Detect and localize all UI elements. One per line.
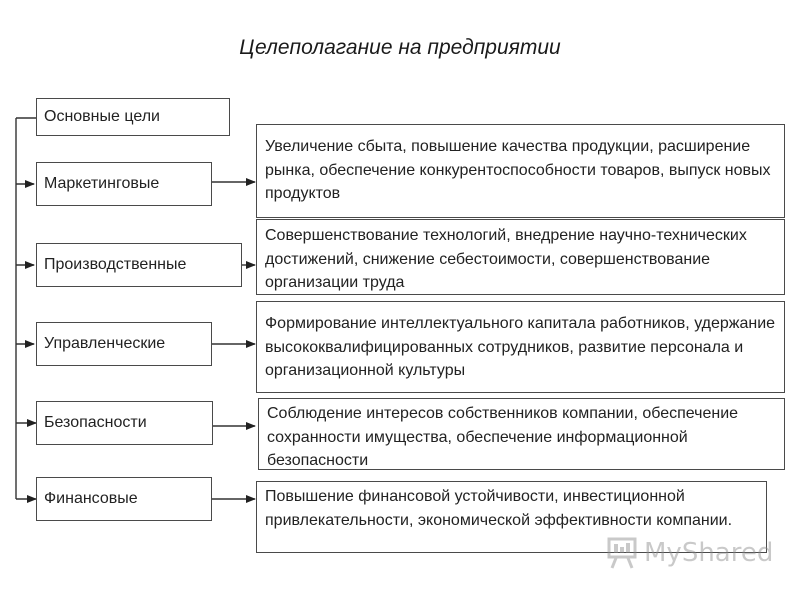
presentation-board-icon bbox=[606, 536, 640, 570]
main-goals-label: Основные цели bbox=[44, 108, 160, 125]
category-label-security: Безопасности bbox=[44, 414, 147, 431]
description-text-marketing: Увеличение сбыта, повышение качества продукции, расширение рынка, обеспечение конкурентоспособности товаров, выпуск новых продуктов bbox=[265, 138, 771, 203]
watermark-text: MyShared bbox=[644, 538, 774, 568]
main-goals-box bbox=[36, 98, 230, 136]
category-box-security bbox=[36, 401, 213, 445]
description-text-financial: Повышение финансовой устойчивости, инвестиционной привлекательности, экономической эффективности компании. bbox=[265, 488, 733, 529]
description-box-security bbox=[258, 398, 785, 470]
category-box-financial bbox=[36, 477, 212, 521]
category-box-marketing bbox=[36, 162, 212, 206]
category-box-management bbox=[36, 322, 212, 366]
category-box-production bbox=[36, 243, 242, 287]
description-box-production bbox=[256, 219, 785, 295]
category-label-marketing: Маркетинговые bbox=[44, 175, 160, 192]
description-box-marketing bbox=[256, 124, 785, 218]
diagram-title: Целеполагание на предприятии bbox=[239, 36, 561, 59]
category-label-production: Производственные bbox=[44, 256, 187, 273]
description-text-production: Совершенствование технологий, внедрение научно-технических достижений, снижение себестоимости, совершенствование организации труда bbox=[265, 227, 747, 292]
description-box-management bbox=[256, 301, 785, 393]
watermark bbox=[606, 536, 773, 570]
category-label-management: Управленческие bbox=[44, 335, 166, 352]
description-text-management: Формирование интеллектуального капитала работников, удержание высококвалифицированных сотрудников, развитие персонала и организационной культуры bbox=[265, 315, 776, 380]
category-label-financial: Финансовые bbox=[44, 490, 138, 507]
description-text-security: Соблюдение интересов собственников компании, обеспечение сохранности имущества, обеспечение информационной безопасности bbox=[267, 405, 739, 470]
